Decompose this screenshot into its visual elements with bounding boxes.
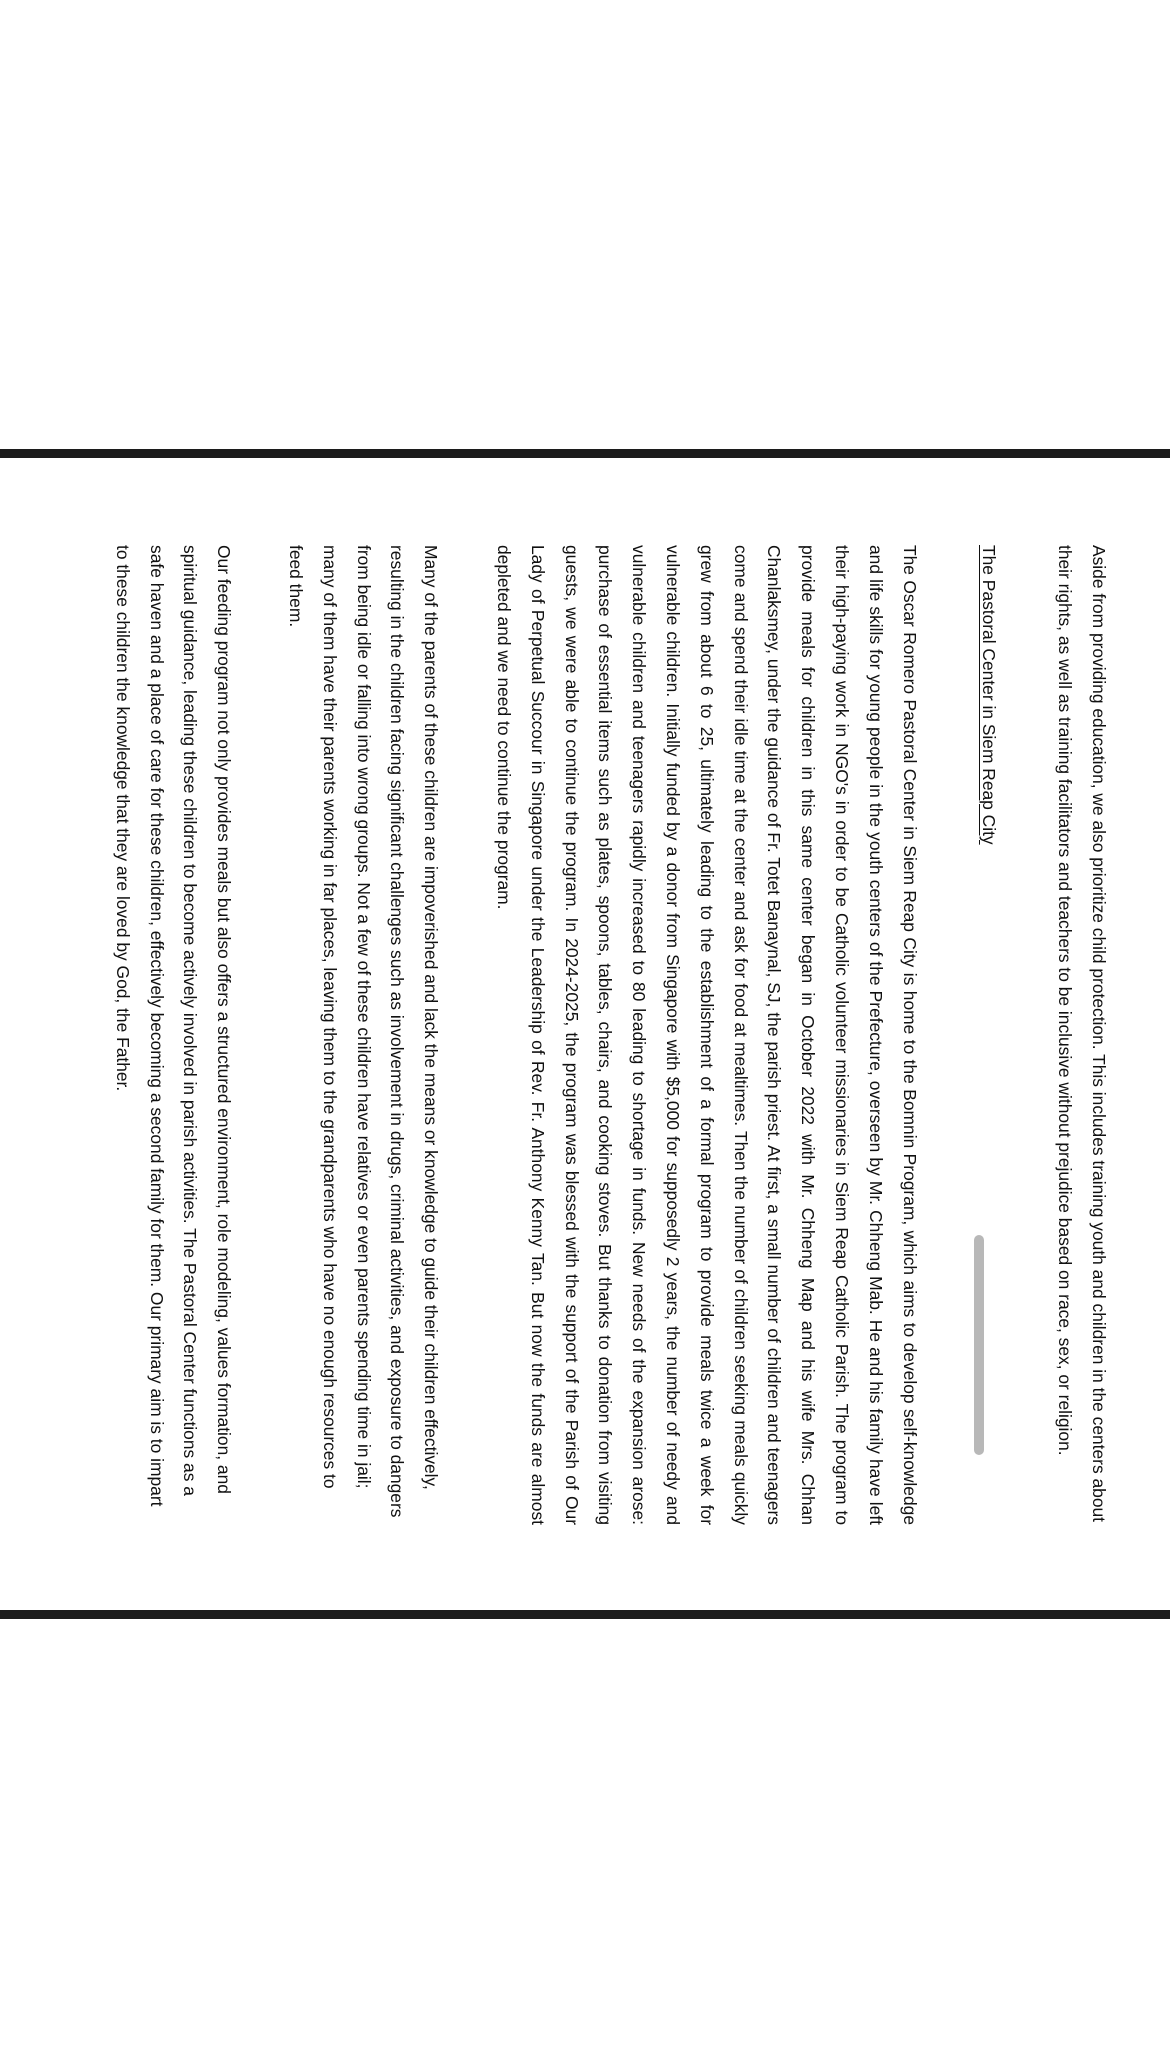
page-text-block xyxy=(105,545,1115,1525)
feeding-program-paragraph: Our feeding program not only provides meals but also offers a structured environment, role modeling, values formation, and spiritual guidance, leading these children to become actively involved in parish activities. The Pastoral Center functions as a safe haven and a place of care for these children, effectively becoming a second family for them. Our primary aim is to impart to these children the knowledge that they are loved by God, the Father. xyxy=(112,545,235,1507)
intro-paragraph: Aside from providing education, we also prioritize child protection. This includes training youth and children in the centers about their rights, as well as training facilitators and teachers to be inclusive without prejudice based on race, sex, or religion. xyxy=(1055,545,1109,1523)
oscar-romero-paragraph: The Oscar Romero Pastoral Center in Siem Reap City is home to the Bomnin Program, which aims to develop self-knowledge and life skills for young people in the youth centers of the Prefecture, overseen by Mr. Chheng Mab. He and his family have left their high-paying work in NGO's in order to be Catholic volunteer missionaries in Siem Reap Catholic Parish. The program to provide meals for children in this same center began in October 2022 with Mr. Chheng Map and his wife Mrs. Chhan Chanlaksmey, under the guidance of Fr. Totet Banaynal, SJ, the parish priest. At first, a small number of children and teenagers come and spend their idle time at the center and ask for food at mealtimes. Then the number of children seeking meals quickly grew from about 6 to 25, ultimately leading to the establishment of a formal program to provide meals twice a week for vulnerable children. Initially funded by a donor from Singapore with $5,000 for supposedly 2 years, the number of needy and vulnerable children and teenagers rapidly increased to 80 leading to shortage in funds. New needs of the expansion arose: purchase of essential items such as plates, spoons, tables, chairs, and cooking stoves. But thanks to donation from visiting guests, we were able to continue the program. In 2024-2025, the program was blessed with the support of the Parish of Our Lady of Perpetual Succour in Singapore under the Leadership of Rev. Fr. Anthony Kenny Tan. But now the funds are almost depleted and we need to continue the program. xyxy=(494,545,920,1525)
page-edge-bottom xyxy=(0,1610,1170,1619)
parents-paragraph: Many of the parents of these children are impoverished and lack the means or knowledge to guide their children effectively, resulting in the children facing significant challenges such as involvement in drugs, criminal activities, and exposure to dangers from being idle or falling into wrong groups. Not a few of these children have relatives or even parents spending time in jail; many of them have their parents working in far places, leaving them to the grandparents who have no enough resources to feed them. xyxy=(286,545,442,1518)
section-heading: The Pastoral Center in Siem Reap City xyxy=(979,545,1000,845)
rotated-page xyxy=(15,450,1155,1620)
scrollbar-thumb[interactable] xyxy=(974,1235,984,1455)
